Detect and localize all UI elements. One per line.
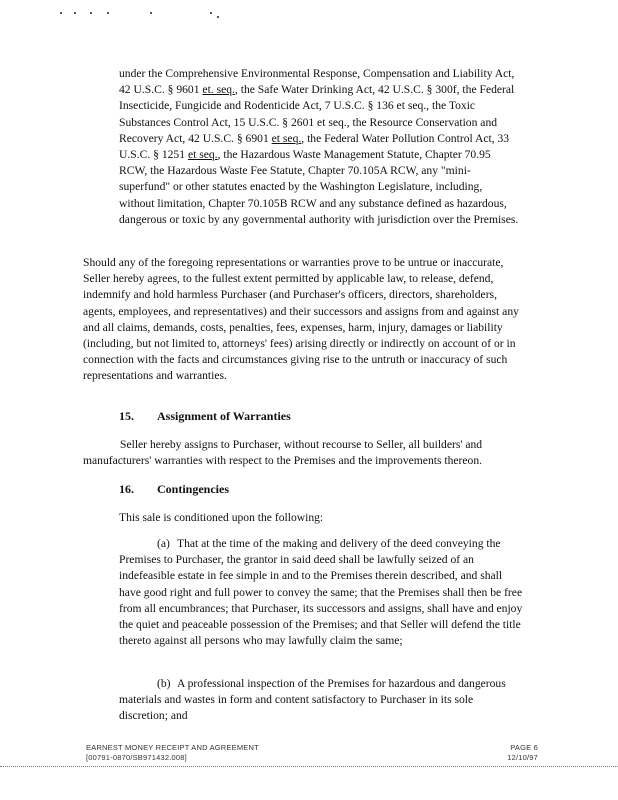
page-footer (86, 743, 538, 763)
section-16-number: 16. (119, 482, 134, 496)
section-15-number: 15. (119, 409, 134, 423)
section-16-intro: This sale is conditioned upon the following: (119, 511, 324, 524)
footer-document-id: [00791-0870/SB971432.008] (86, 753, 187, 762)
contingency-b: (b) A professional inspection of the Premises for hazardous and dangerous materials and wastes in form and content satisfactory to Purchaser in its sole discretion; and (119, 677, 506, 723)
scan-artifact-marks (60, 12, 318, 20)
section-16-title: Contingencies (157, 482, 229, 496)
footer-divider (0, 766, 618, 767)
section-15-heading (119, 409, 291, 424)
footer-document-title: EARNEST MONEY RECEIPT AND AGREEMENT (86, 743, 259, 752)
footer-date: 12/10/97 (507, 753, 538, 762)
contingency-a: (a) That at the time of the making and delivery of the deed conveying the Premises to Purchaser, the grantor in said deed shall be lawfully seized of an indefeasible estate in fee simple in and to the Premises therein described, and shall have good right and full power to convey the same; that the Premises shall then be free from all encumbrances; that Purchaser, its successors and assigns, shall have and enjoy the quiet and peaceable possession of the Premises; and that Seller will defend the title thereto against all persons who may lawfully claim the same; (119, 537, 523, 648)
contingency-b-label: (b) (157, 677, 171, 690)
indemnity-paragraph: Should any of the foregoing representations or warranties prove to be untrue or inaccurate, Seller hereby agrees, to the fullest extent permitted by applicable law, to release, defend, indemnify and hold harmless Purchaser (and Purchaser's officers, directors, shareholders, agents, employees, and representatives) and their successors and assigns from and against any and all claims, demands, costs, penalties, fees, expenses, harm, injury, damages or liability (including, but not limited to, attorneys' fees) arising directly or indirectly on account of or in connection with the facts and circumstances giving rise to the untruth or inaccuracy of such representations and warranties. (83, 256, 519, 383)
section-16-heading (119, 482, 229, 497)
section-15-title: Assignment of Warranties (157, 409, 291, 423)
environmental-statutes-clause: under the Comprehensive Environmental Response, Compensation and Liability Act, 42 U.S.C. § 9601 et. seq., the Safe Water Drinking Act, 42 U.S.C. § 300f, the Federal Insecticide, Fungicide and Rodenticide Act, 7 U.S.C. § 136 et seq., the Toxic Substances Control Act, 15 U.S.C. § 2601 et seq., the Resource Conservation and Recovery Act, 42 U.S.C. § 6901 et seq., the Federal Water Pollution Control Act, 33 U.S.C. § 1251 et seq., the Hazardous Waste Management Statute, Chapter 70.95 RCW, the Hazardous Waste Fee Statute, Chapter 70.105A RCW, any "mini-superfund" or other statutes enacted by the Washington Legislature, including, without limitation, Chapter 70.105B RCW and any substance defined as hazardous, dangerous or toxic by any governmental authority with jurisdiction over the Premises. (119, 67, 519, 226)
contingency-a-label: (a) (157, 537, 170, 550)
footer-page-number: PAGE 6 (510, 743, 538, 752)
section-15-text: Seller hereby assigns to Purchaser, without recourse to Seller, all builders' and manufacturers' warranties with respect to the Premises and the improvements thereon. (83, 438, 483, 468)
